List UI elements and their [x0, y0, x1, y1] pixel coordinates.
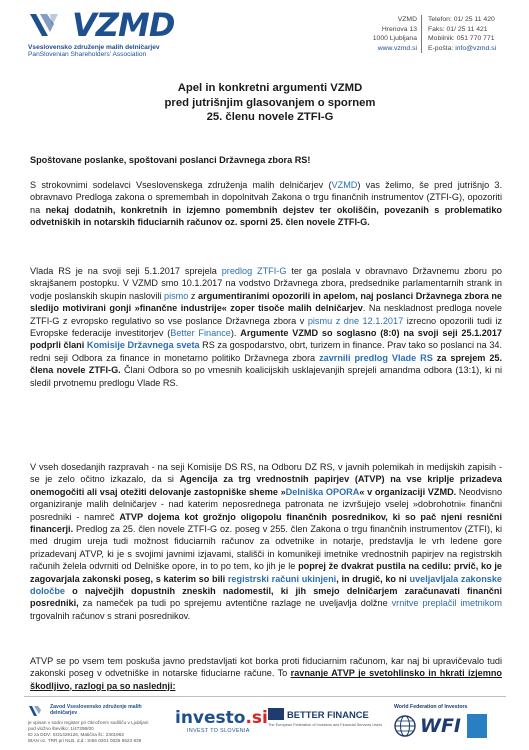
logo-subtitle-sl: Vseslovensko združenje malih delničarjev	[28, 44, 160, 51]
address-line: Hrenova 13	[381, 25, 417, 33]
salutation: Spoštovane poslanke, spoštovani poslanci Državnega zbora RS!	[30, 155, 311, 165]
vzmd-logo	[28, 6, 228, 58]
email-line: E-pošta: info@vzmd.si	[428, 44, 497, 52]
link-vrnitve-preplacil[interactable]: vrnitve preplačil imetnikom	[391, 598, 502, 609]
footer-logos: Zavod Vseslovensko združenje malih delničarjev je vpisan v sodni register pri Okrožnem sodišču v Ljubljani pod vložno številko: 1/47298/00 ID za DDV: SI31429126, Matična št.: 2301962 IBAN oz. TRR pri NLB, d.d.: SI56 0201 0025 8523 839 investo.si INVEST TO SLOVENIA BETTER FINANCE The European Federation of Investors and Financial Services Users World Federation of Investors WFI	[0, 696, 529, 750]
address-line: VZMD	[397, 16, 417, 23]
contact-line: Mobilnik: 051 770 771	[428, 35, 495, 43]
link-vzmd[interactable]: VZMD	[331, 180, 358, 190]
document-title: Apel in konkretni argumenti VZMD pred jutrišnjim glasovanjem o spornem 25. členu novele ZTFI-G	[164, 82, 376, 123]
logo-text: VZMD	[72, 6, 175, 44]
email-link[interactable]: info@vzmd.si	[455, 44, 497, 52]
link-zakonske-dolocbe[interactable]: uveljavljala zakonske določbe	[30, 573, 502, 597]
better-finance-logo: BETTER FINANCE The European Federation of Investors and Financial Services Users	[268, 708, 383, 727]
logo-subtitle-en: PanSlovenian Shareholders' Association	[28, 51, 147, 58]
paragraph-3: V vseh dosedanjih razpravah - na seji Komisije DS RS, na Odboru DZ RS, v javnih polemikah in medijskih zapisih - se je zelo očitno izkazalo, da si Agencija za trg vrednostnih papirjev (ATVP) na vse kriplje prizadeva onemogočiti ali vsaj otežiti delovanje zastopniške sheme »Delniška OPORA« v organizaciji VZMD. Neodvisno organiziranje malih delničarjev - nad katerim neposrednega patronata ne izvršujejo vselej »dobrohotni« finančni posredniki - namreč ATVP dojema kot grožnjo oligopolu finančnih posrednikov, ki so pač njeni resnični financerji. Predlog za 25. člen novele ZTFI-G oz. poseg v 255. člen Zakona o trgu finančnih instrumentov (ZTFI), ki med drugim ureja tudi možnost fiduciarnih računov za odvetnike in notarje, predstavlja le vrh ledene gore prizadevanj ATVP, ki je s svojimi javnimi izjavami, stališči in komunikeji imetnike vrednostnih papirjev na registrskih računih želela odvrniti od Delniške opore, in to po tem, ko jih je le poprej že dvakrat pustila na cedilu: prvič, ko je zagovarjala zakonski poseg, s katerim so bili registrski računi ukinjeni, in drugič, ko ni uveljavljala zakonske določbe o največjih dopustnih zneskih nadomestil, ki jih smejo delničarjem zaračunavati finančni posredniki, za nameček pa tudi po sprejemu avtentične razlage ne uveljavlja dolžne vrnitve preplačil imetnikom trgovalnih računov s strani posrednikov.	[30, 462, 503, 621]
investo-logo: investo.si INVEST TO SLOVENIA	[175, 708, 268, 734]
paragraph-4: ATVP se po vsem tem poskuša javno predstavljati kot borka proti fiduciarnim računom, kar naj bi upravičevalo tudi zakonski poseg v odvetniške in notarske fiduciarne račune. To ravnanje ATVP je svetohlinsko in hkrati izjemno škodljivo, razlogi pa so naslednji:	[30, 656, 502, 691]
link-better-finance[interactable]: Better Finance	[170, 328, 231, 339]
link-delniska-opora[interactable]: Delniška OPORA	[285, 486, 360, 497]
better-finance-icon	[268, 708, 284, 720]
contact-line: Telefon: 01/ 25 11 420	[428, 16, 495, 23]
paragraph-1: S strokovnimi sodelavci Vseslovenskega združenja malih delničarjev (VZMD) vas želimo, še pred jutrišnjo 3. obravnavo Predloga zakona o spremembah in dopolnitvah Zakona o trgu finančnih instrumentov (ZTFI-G), opozoriti na nekaj dodatnih, konkretnih in izjemno pomembnih dejstev ter okoliščin, povezanih s problematiko odvetniških in notarskih fiduciarnih računov oz. sporni 25. člen novele ZTFI-G.	[30, 180, 503, 228]
wfi-logo: World Federation of Investors WFI	[394, 704, 504, 738]
vzmd-small-logo-icon	[28, 705, 46, 717]
globe-icon	[394, 715, 416, 737]
letterhead	[0, 0, 529, 70]
link-registrski-racuni[interactable]: registrski računi ukinjeni	[227, 573, 337, 584]
registration-details: je vpisan v sodni register pri Okrožnem sodišču v Ljubljani pod vložno številko: 1/47298/00 ID za DDV: SI31429126, Matična št.: 2301962 IBAN oz. TRR pri NLB, d.d.: SI56 0201 0025 8523 839	[28, 720, 149, 743]
link-predlog-ztfi-g[interactable]: predlog ZTFI-G	[221, 266, 287, 276]
address-block	[346, 15, 422, 53]
contact-line: Faks: 01/ 25 11 421	[428, 25, 488, 33]
footer-divider	[24, 696, 506, 697]
link-zavrnili-predlog[interactable]: zavrnili predlog Vlade RS	[319, 352, 433, 363]
address-line: 1000 Ljubljana	[372, 35, 417, 43]
vzmd-logo-icon	[28, 10, 70, 40]
website-link[interactable]: www.vzmd.si	[377, 44, 417, 52]
link-pismo[interactable]: pismo	[164, 290, 189, 301]
contact-block	[428, 15, 528, 53]
award-badge-icon	[467, 714, 487, 738]
link-pismo-12-1-2017[interactable]: pismu z dne 12.1.2017	[307, 315, 404, 326]
paragraph-2: Vlada RS je na svoji seji 5.1.2017 sprejela predlog ZTFI-G ter ga poslala v obravnavo Državnemu zboru po skrajšanem postopku. V VZMD smo 10.1.2017 na vodstvo Državnega zbora, predsednike parlamentarnih strank in vodje poslanskih skupin naslovili pismo z argumentiranimi opozorili in apelom, naj poslanci Državnega zbora ne sledijo motivirani gonji »finančne industrije« zoper tisoče malih delničarjev. Na neskladnost predloga novele ZTFI-G z evropsko regulativo so vse poslance Državnega zbora v pismu z dne 12.1.2017 izrecno opozorili tudi iz Evropske federacije investitorjev (Better Finance). Argumente VZMD so soglasno (8:0) na svoji seji 25.1.2017 podprli člani Komisije Državnega sveta RS za gospodarstvo, obrt, turizem in finance. Prav tako so poslanci na 34. redni seji Odbora za finance in monetarno politiko Državnega zbora zavrnili predlog Vlade RS za sprejem 25. člena novele ZTFI-G. Člani Odbora so po vmesnih koalicijskih usklajevanjih sprejeli amandma odbora (13:1), ki ni sledil prvotnemu predlogu Vlade RS.	[30, 266, 503, 388]
link-komisija-ds[interactable]: Komisije Državnega sveta	[86, 340, 200, 351]
